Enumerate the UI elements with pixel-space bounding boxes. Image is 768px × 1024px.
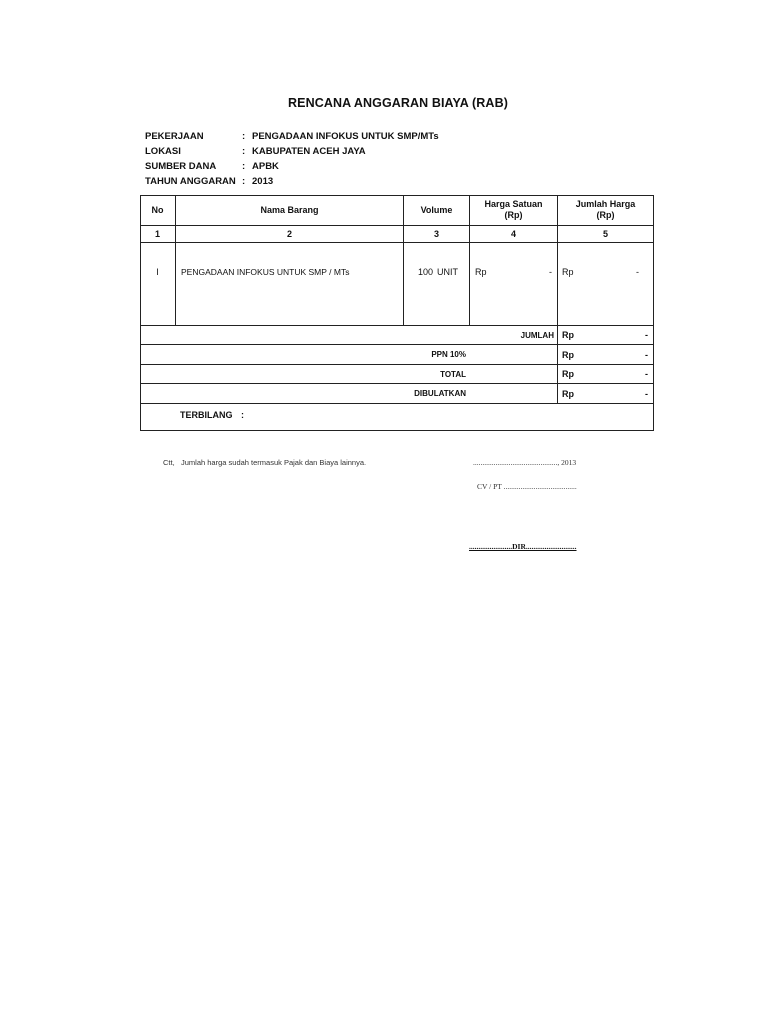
info-label: LOKASI <box>145 146 181 157</box>
summary-currency: Rp <box>562 330 574 340</box>
summary-value: - <box>645 330 648 340</box>
note-prefix: Ctt, <box>163 458 175 467</box>
signature-company: CV / PT ....................................... <box>477 482 577 491</box>
info-value: APBK <box>252 161 279 172</box>
header-line: Jumlah Harga <box>575 199 636 209</box>
header-harga-satuan <box>470 195 557 225</box>
header-nama-barang: Nama Barang <box>260 205 319 215</box>
summary-currency: Rp <box>562 369 574 379</box>
summary-label-ppn: PPN 10% <box>431 350 466 359</box>
info-colon: : <box>242 161 246 172</box>
terbilang-colon: : <box>241 410 244 420</box>
info-value: 2013 <box>252 176 274 187</box>
table-rule <box>140 242 654 243</box>
item-unit: UNIT <box>437 267 458 277</box>
item-harga-value: - <box>549 267 552 277</box>
summary-value: - <box>645 349 648 360</box>
item-no: I <box>156 267 159 277</box>
table-border <box>140 430 654 431</box>
summary-label-dibulatkan: DIBULATKAN <box>414 389 466 398</box>
info-label: PEKERJAAN <box>145 131 204 142</box>
header-line: (Rp) <box>596 210 615 220</box>
summary-label-total: TOTAL <box>440 369 466 379</box>
note-text: Jumlah harga sudah termasuk Pajak dan Biaya lainnya. <box>181 458 367 467</box>
column-number: 5 <box>602 229 608 239</box>
item-volume: 100 <box>418 267 434 277</box>
summary-currency: Rp <box>562 349 574 360</box>
header-line: Harga Satuan <box>484 199 543 209</box>
summary-value: - <box>645 369 648 379</box>
summary-value: - <box>645 388 648 399</box>
summary-currency: Rp <box>562 388 574 399</box>
column-number: 1 <box>154 229 160 239</box>
info-colon: : <box>242 176 246 187</box>
signature-director: .......................DIR........................... <box>469 542 577 551</box>
summary-label-jumlah: JUMLAH <box>520 330 554 340</box>
item-jumlah-currency: Rp <box>562 267 574 277</box>
info-label: TAHUN ANGGARAN <box>145 176 236 187</box>
column-number: 2 <box>286 229 292 239</box>
info-label: SUMBER DANA <box>145 161 217 172</box>
item-nama-barang: PENGADAAN INFOKUS UNTUK SMP / MTs <box>181 267 350 277</box>
info-colon: : <box>242 146 246 157</box>
header-jumlah-harga <box>558 195 653 225</box>
info-value: PENGADAAN INFOKUS UNTUK SMP/MTs <box>252 131 439 142</box>
table-border <box>653 195 654 431</box>
rab-table <box>140 195 654 431</box>
item-harga-currency: Rp <box>475 267 487 277</box>
header-no: No <box>151 205 164 215</box>
header-line: (Rp) <box>504 210 523 220</box>
header-volume: Volume <box>420 205 453 215</box>
column-number: 3 <box>433 229 439 239</box>
item-jumlah-value: - <box>636 267 639 277</box>
table-rule <box>140 403 654 404</box>
document-title: RENCANA ANGGARAN BIAYA (RAB) <box>288 96 508 110</box>
terbilang-label: TERBILANG <box>180 410 233 420</box>
column-number: 4 <box>510 229 516 239</box>
signature-date: ............................................., 2013 <box>473 458 577 467</box>
info-colon: : <box>242 131 246 142</box>
info-value: KABUPATEN ACEH JAYA <box>252 146 366 157</box>
